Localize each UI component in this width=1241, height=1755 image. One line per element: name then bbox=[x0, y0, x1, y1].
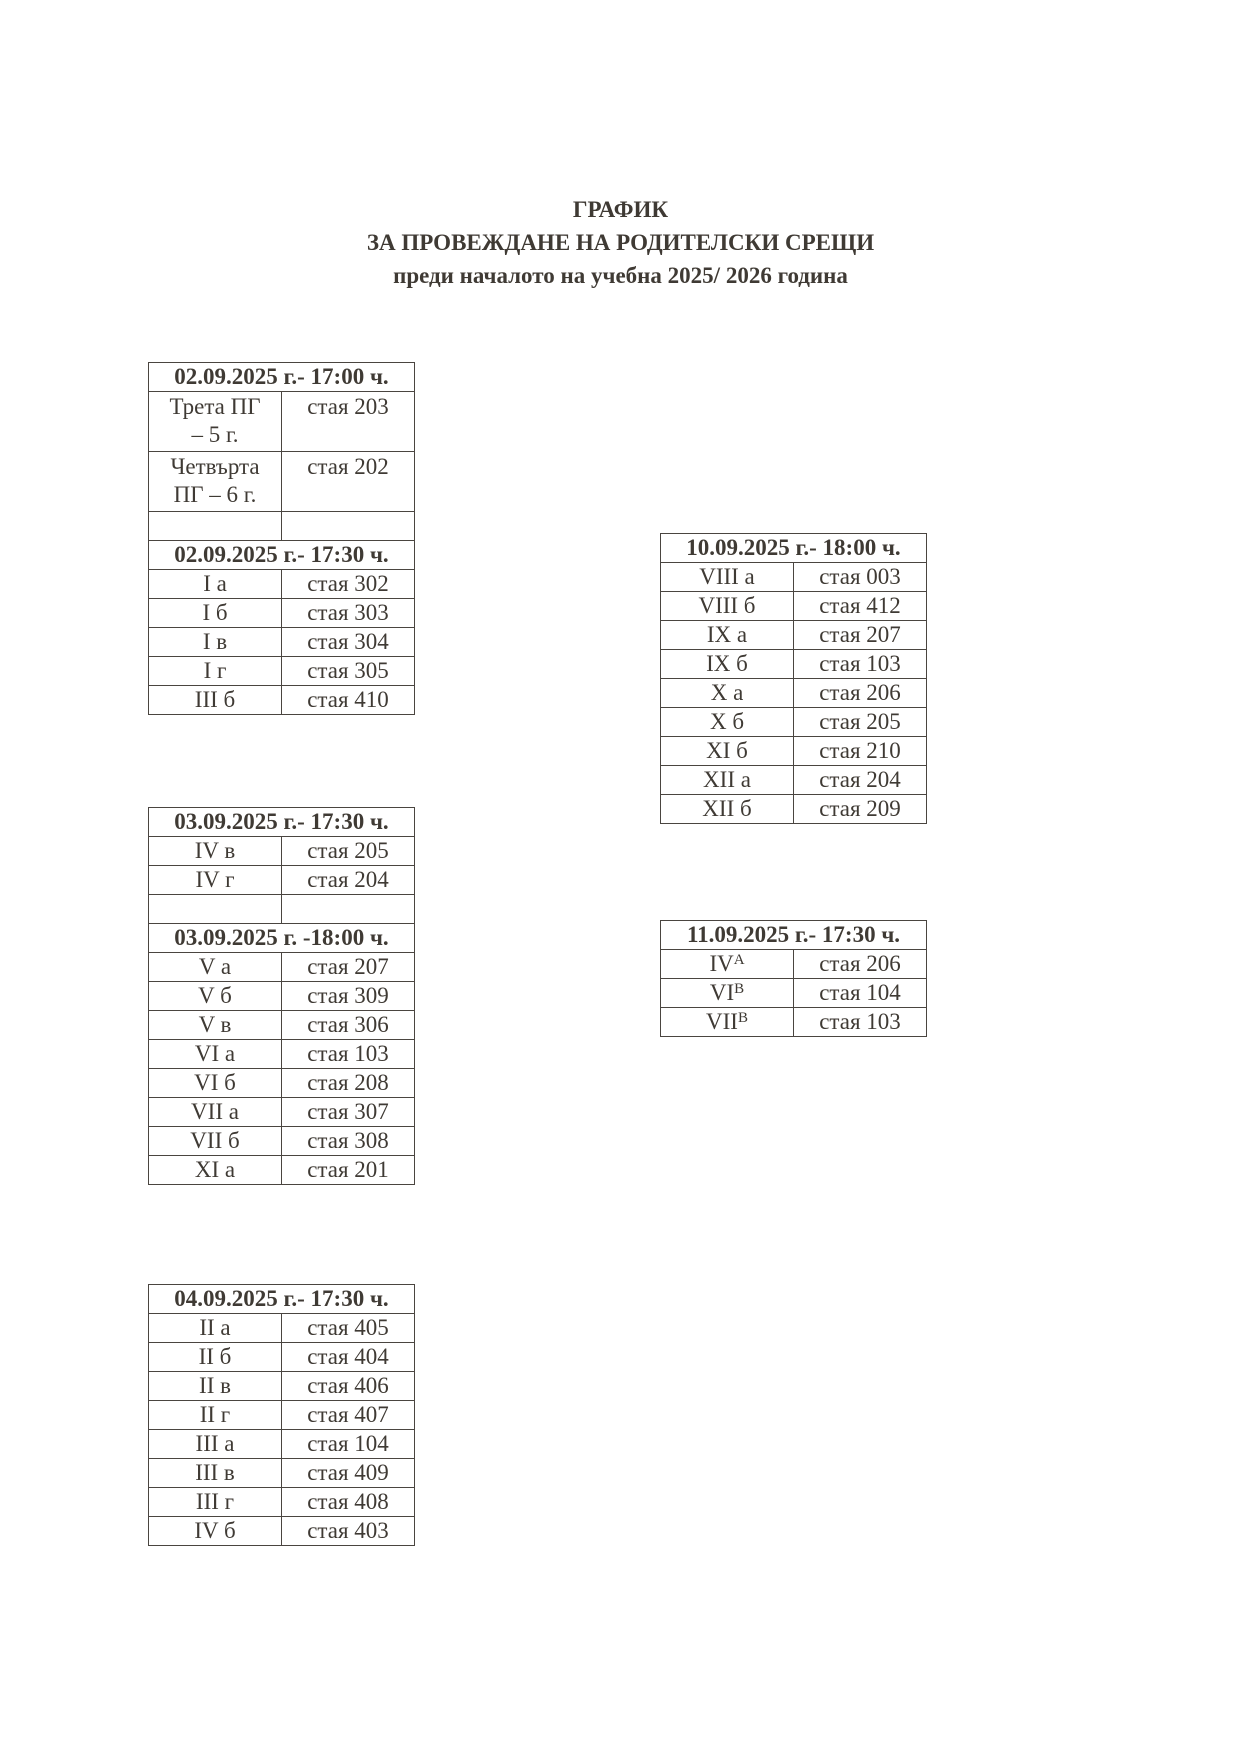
room-cell: стая 104 bbox=[794, 979, 927, 1008]
table-row bbox=[149, 1488, 415, 1517]
room-cell: стая 202 bbox=[282, 452, 415, 512]
table-row bbox=[661, 795, 927, 824]
section-header bbox=[149, 363, 415, 392]
room-cell: стая 208 bbox=[282, 1069, 415, 1098]
table-row bbox=[661, 950, 927, 979]
section-title: 02.09.2025 г.- 17:00 ч. bbox=[149, 363, 415, 392]
class-cell: II в bbox=[149, 1372, 282, 1401]
table-row bbox=[149, 1517, 415, 1546]
class-cell: II а bbox=[149, 1314, 282, 1343]
table-row bbox=[661, 650, 927, 679]
table-row bbox=[149, 1314, 415, 1343]
section-title: 11.09.2025 г.- 17:30 ч. bbox=[661, 921, 927, 950]
blank-cell bbox=[282, 512, 415, 541]
class-cell: IX а bbox=[661, 621, 794, 650]
table-row bbox=[661, 766, 927, 795]
room-cell: стая 304 bbox=[282, 628, 415, 657]
room-cell: стая 309 bbox=[282, 982, 415, 1011]
room-cell: стая 404 bbox=[282, 1343, 415, 1372]
class-cell: VI а bbox=[149, 1040, 282, 1069]
class-cell: VI б bbox=[149, 1069, 282, 1098]
table-row bbox=[149, 1011, 415, 1040]
section-title: 03.09.2025 г.- 17:30 ч. bbox=[149, 808, 415, 837]
class-cell: II г bbox=[149, 1401, 282, 1430]
room-cell: стая 103 bbox=[282, 1040, 415, 1069]
class-line-2: – 5 г. bbox=[191, 422, 239, 447]
table-row bbox=[149, 1040, 415, 1069]
table-row bbox=[661, 737, 927, 766]
class-grade: VII bbox=[706, 1009, 738, 1034]
room-cell: стая 104 bbox=[282, 1430, 415, 1459]
doc-school-year: преди началото на учебна 2025/ 2026 година bbox=[393, 263, 848, 288]
room-cell: стая 206 bbox=[794, 679, 927, 708]
room-cell: стая 403 bbox=[282, 1517, 415, 1546]
table-row bbox=[661, 979, 927, 1008]
doc-subtitle: ЗА ПРОВЕЖДАНЕ НА РОДИТЕЛСКИ СРЕЩИ bbox=[366, 230, 875, 255]
table-row bbox=[149, 686, 415, 715]
section-header bbox=[661, 921, 927, 950]
room-cell: стая 207 bbox=[794, 621, 927, 650]
class-line-2: ПГ – 6 г. bbox=[173, 482, 257, 507]
class-letter-superscript: В bbox=[734, 981, 745, 997]
room-cell: стая 407 bbox=[282, 1401, 415, 1430]
table-row bbox=[661, 621, 927, 650]
class-cell: IX б bbox=[661, 650, 794, 679]
class-cell bbox=[149, 452, 282, 512]
section-header bbox=[149, 541, 415, 570]
table-row bbox=[149, 1156, 415, 1185]
class-cell: IV в bbox=[149, 837, 282, 866]
table-row bbox=[149, 452, 415, 512]
room-cell: стая 103 bbox=[794, 1008, 927, 1037]
room-cell: стая 405 bbox=[282, 1314, 415, 1343]
class-cell: V в bbox=[149, 1011, 282, 1040]
class-cell: X б bbox=[661, 708, 794, 737]
table-row bbox=[149, 1098, 415, 1127]
section-title: 04.09.2025 г.- 17:30 ч. bbox=[149, 1285, 415, 1314]
table-row bbox=[149, 1343, 415, 1372]
room-cell: стая 204 bbox=[282, 866, 415, 895]
section-header bbox=[149, 924, 415, 953]
room-cell: стая 305 bbox=[282, 657, 415, 686]
class-grade: IV bbox=[709, 951, 734, 976]
class-letter-superscript: А bbox=[733, 952, 745, 968]
table-row bbox=[661, 592, 927, 621]
room-cell: стая 003 bbox=[794, 563, 927, 592]
class-line-1: Трета ПГ bbox=[169, 394, 261, 419]
room-cell: стая 306 bbox=[282, 1011, 415, 1040]
section-header bbox=[149, 808, 415, 837]
document-header bbox=[0, 193, 1241, 292]
class-cell: I в bbox=[149, 628, 282, 657]
schedule-table-10-09 bbox=[660, 533, 927, 824]
room-cell: стая 204 bbox=[794, 766, 927, 795]
table-row bbox=[149, 657, 415, 686]
room-cell: стая 409 bbox=[282, 1459, 415, 1488]
table-row bbox=[661, 679, 927, 708]
room-cell: стая 205 bbox=[794, 708, 927, 737]
table-row bbox=[661, 1008, 927, 1037]
blank-cell bbox=[149, 512, 282, 541]
room-cell: стая 308 bbox=[282, 1127, 415, 1156]
table-row bbox=[661, 708, 927, 737]
table-row bbox=[661, 563, 927, 592]
blank-cell bbox=[149, 895, 282, 924]
class-cell: VIII б bbox=[661, 592, 794, 621]
class-cell: III а bbox=[149, 1430, 282, 1459]
table-row bbox=[149, 837, 415, 866]
section-title: 03.09.2025 г. -18:00 ч. bbox=[149, 924, 415, 953]
class-cell: IV б bbox=[149, 1517, 282, 1546]
class-cell: XI б bbox=[661, 737, 794, 766]
schedule-table-04-09 bbox=[148, 1284, 415, 1546]
table-row bbox=[149, 1069, 415, 1098]
class-cell: VII а bbox=[149, 1098, 282, 1127]
class-cell: VIII а bbox=[661, 563, 794, 592]
room-cell: стая 302 bbox=[282, 570, 415, 599]
class-cell: I б bbox=[149, 599, 282, 628]
room-cell: стая 207 bbox=[282, 953, 415, 982]
section-header bbox=[661, 534, 927, 563]
doc-title: ГРАФИК bbox=[572, 197, 669, 222]
room-cell: стая 408 bbox=[282, 1488, 415, 1517]
room-cell: стая 412 bbox=[794, 592, 927, 621]
class-cell: IV г bbox=[149, 866, 282, 895]
room-cell: стая 203 bbox=[282, 392, 415, 452]
schedule-table-11-09 bbox=[660, 920, 927, 1037]
room-cell: стая 210 bbox=[794, 737, 927, 766]
class-cell: I г bbox=[149, 657, 282, 686]
schedule-table-03-09 bbox=[148, 807, 415, 1185]
class-cell: X а bbox=[661, 679, 794, 708]
class-cell: XII б bbox=[661, 795, 794, 824]
table-row bbox=[149, 1430, 415, 1459]
table-row bbox=[149, 392, 415, 452]
class-cell: III г bbox=[149, 1488, 282, 1517]
room-cell: стая 103 bbox=[794, 650, 927, 679]
table-row bbox=[149, 628, 415, 657]
room-cell: стая 406 bbox=[282, 1372, 415, 1401]
class-cell bbox=[661, 950, 794, 979]
class-cell: VII б bbox=[149, 1127, 282, 1156]
room-cell: стая 201 bbox=[282, 1156, 415, 1185]
class-cell: V а bbox=[149, 953, 282, 982]
table-row bbox=[149, 953, 415, 982]
room-cell: стая 303 bbox=[282, 599, 415, 628]
room-cell: стая 209 bbox=[794, 795, 927, 824]
class-line-1: Четвърта bbox=[170, 454, 260, 479]
table-row bbox=[149, 1459, 415, 1488]
table-row bbox=[149, 1401, 415, 1430]
section-title: 02.09.2025 г.- 17:30 ч. bbox=[149, 541, 415, 570]
room-cell: стая 206 bbox=[794, 950, 927, 979]
blank-cell bbox=[282, 895, 415, 924]
schedule-table-02-09 bbox=[148, 362, 415, 715]
blank-row bbox=[149, 895, 415, 924]
table-row bbox=[149, 866, 415, 895]
section-title: 10.09.2025 г.- 18:00 ч. bbox=[661, 534, 927, 563]
class-cell bbox=[661, 1008, 794, 1037]
class-letter-superscript: В bbox=[737, 1010, 748, 1026]
class-cell: I а bbox=[149, 570, 282, 599]
class-cell: II б bbox=[149, 1343, 282, 1372]
table-row bbox=[149, 982, 415, 1011]
class-cell: III в bbox=[149, 1459, 282, 1488]
section-header bbox=[149, 1285, 415, 1314]
class-cell: XII а bbox=[661, 766, 794, 795]
table-row bbox=[149, 599, 415, 628]
table-row bbox=[149, 1372, 415, 1401]
class-cell bbox=[661, 979, 794, 1008]
class-cell: III б bbox=[149, 686, 282, 715]
table-row bbox=[149, 570, 415, 599]
room-cell: стая 410 bbox=[282, 686, 415, 715]
class-grade: VI bbox=[709, 980, 735, 1005]
class-cell: XI а bbox=[149, 1156, 282, 1185]
class-cell: V б bbox=[149, 982, 282, 1011]
table-row bbox=[149, 1127, 415, 1156]
class-cell bbox=[149, 392, 282, 452]
room-cell: стая 307 bbox=[282, 1098, 415, 1127]
room-cell: стая 205 bbox=[282, 837, 415, 866]
blank-row bbox=[149, 512, 415, 541]
